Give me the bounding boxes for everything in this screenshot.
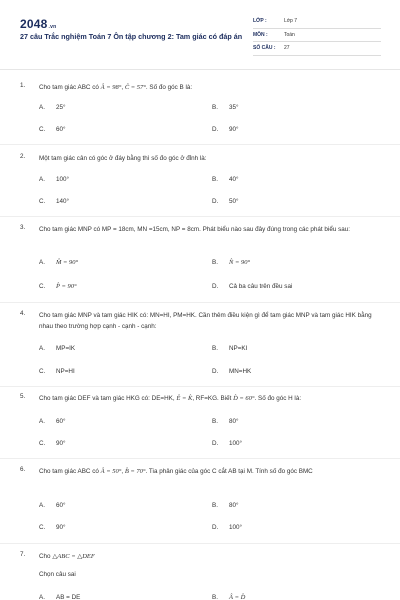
question-text [39,82,384,93]
option-value: Cả ba câu trên đều sai [229,283,293,290]
option-a[interactable] [39,176,69,183]
option-value: 80° [229,418,239,425]
option-key: B. [212,594,218,600]
question-text: Một tam giác cân có góc ở đáy bằng thì số đo góc ở đỉnh là: [39,155,207,162]
meta-key: MÔN : [253,31,268,38]
option-c[interactable] [39,283,77,290]
header-divider [0,69,400,70]
option-value: 100° [56,176,70,183]
question-number: 6. [20,466,26,473]
option-d[interactable] [212,440,242,447]
option-c[interactable] [39,198,69,205]
option-value: 80° [229,502,239,509]
option-b[interactable] [212,502,239,509]
option-value: 50° [229,198,239,205]
option-c[interactable] [39,440,66,447]
question-separator [0,386,400,387]
option-key: A. [39,594,45,600]
option-a[interactable] [39,104,66,111]
question-separator [0,144,400,145]
option-value: NP=KI [229,345,248,352]
question-text-part: , [121,468,125,475]
option-d[interactable] [212,126,239,133]
question-text: Cho tam giác MNP có MP = 18cm, MN =15cm, NP = 8cm. Phát biểu nào sau đây đúng trong các phát biểu sau: [39,226,350,233]
option-key: C. [39,440,46,447]
question-separator [0,216,400,217]
math-expression: Ĉ = 57° [124,84,146,91]
question-text-part: , RF=KG. Biết [192,395,234,402]
question-separator [0,302,400,303]
option-value: 60° [56,126,66,133]
option-d[interactable] [212,524,242,531]
option-b[interactable] [212,104,239,111]
option-key: B. [212,418,218,425]
question-text-part: . Số đo góc B là: [145,84,193,91]
meta-value: 27 [284,45,290,51]
option-key: C. [39,126,46,133]
option-key: D. [212,283,219,290]
option-value: AB = DE [56,594,81,600]
math-expression: Â = 98° [100,84,122,91]
question-text-part: , [121,84,125,91]
question-separator [0,458,400,459]
option-a[interactable] [39,259,78,266]
option-value: 90° [229,126,239,133]
option-key: D. [212,368,219,375]
option-value: 100° [229,524,243,531]
option-d[interactable] [212,283,292,290]
option-value: MP=IK [56,345,76,352]
option-value: 90° [56,440,66,447]
meta-key: SỐ CÂU : [253,45,276,51]
option-key: A. [39,418,45,425]
option-a[interactable] [39,418,66,425]
option-key: A. [39,104,45,111]
option-key: B. [212,345,218,352]
option-key: C. [39,198,46,205]
option-key: D. [212,198,219,205]
option-value: 25° [56,104,66,111]
option-b[interactable] [212,259,250,266]
meta-key: LỚP : [253,18,267,24]
math-expression: M̂ = 90° [56,259,79,266]
option-key: B. [212,176,218,183]
option-value: 60° [56,502,66,509]
math-expression: D̂ = 60° [233,395,255,402]
question-number: 7. [20,551,26,558]
math-expression: B̂ = 70° [124,468,146,475]
option-key: C. [39,283,46,290]
question-text-part: Cho tam giác DEF và tam giác HKG có: DE=HK, [39,395,177,402]
math-expression: Â = D̂ [229,594,246,600]
option-value: 90° [56,524,66,531]
meta-row-subject [253,29,381,43]
option-value: NP=HI [56,368,75,375]
option-key: A. [39,345,45,352]
math-expression: Â = 50° [100,468,122,475]
option-key: D. [212,524,219,531]
logo-suffix: .vn [48,24,57,30]
question-text: Cho tam giác MNP và tam giác HIK có: MN=HI, PM=HK. Cần thêm điều kiện gì để tam giác MNP và tam giác HIK bằng nhau theo trường hợp cạnh - cạnh - cạnh: [39,312,372,330]
page-header [0,0,400,70]
option-b[interactable] [212,345,247,352]
option-value: 35° [229,104,239,111]
option-value: 40° [229,176,239,183]
question-text [39,466,384,477]
question-number: 2. [20,153,26,160]
option-a[interactable] [39,502,66,509]
option-a[interactable] [39,594,80,600]
meta-row-count [253,42,381,56]
option-b[interactable] [212,176,239,183]
question-number: 4. [20,310,26,317]
option-key: B. [212,259,218,266]
question-subtext: Chọn câu sai [39,571,76,578]
option-key: A. [39,502,45,509]
option-key: A. [39,259,45,266]
math-expression: △ABC = △DEF [52,553,95,560]
option-value: 60° [56,418,66,425]
question-text-part: Cho tam giác ABC có [39,468,101,475]
meta-value: Toán [284,31,295,38]
question-text [39,551,384,562]
option-d[interactable] [212,198,239,205]
math-expression: Ê = K̂ [176,395,193,402]
question-number: 5. [20,393,26,400]
question-text-part: Cho [39,553,53,560]
option-c[interactable] [39,524,66,531]
meta-value: Lớp 7 [284,18,298,24]
math-expression: N̂ = 90° [229,259,251,266]
option-c[interactable] [39,368,75,375]
option-value: MN=HK [229,368,252,375]
option-key: B. [212,104,218,111]
question-text-part: Cho tam giác ABC có [39,84,101,91]
option-key: A. [39,176,45,183]
site-logo[interactable] [20,17,56,31]
meta-table [253,15,381,56]
option-a[interactable] [39,345,75,352]
option-c[interactable] [39,126,66,133]
question-separator [0,543,400,544]
question-text-part: . Số đo góc H là: [254,395,302,402]
option-key: B. [212,502,218,509]
question-number: 1. [20,82,26,89]
meta-row-class [253,15,381,29]
option-d[interactable] [212,368,251,375]
math-expression: P̂ = 90° [56,283,77,290]
question-text [39,393,384,404]
question-number: 3. [20,224,26,231]
logo-text: 2048 [20,17,48,31]
option-value: 140° [56,198,70,205]
question-text-part: . Tia phân giác của góc C cắt AB tại M. Tính số đo góc BMC [145,468,313,475]
option-key: C. [39,524,46,531]
option-key: D. [212,126,219,133]
option-key: C. [39,368,46,375]
option-b[interactable] [212,418,239,425]
page-title: 27 câu Trắc nghiệm Toán 7 Ôn tập chương 2: Tam giác có đáp án [20,32,243,41]
option-key: D. [212,440,219,447]
option-b[interactable] [212,594,245,600]
option-value: 100° [229,440,243,447]
